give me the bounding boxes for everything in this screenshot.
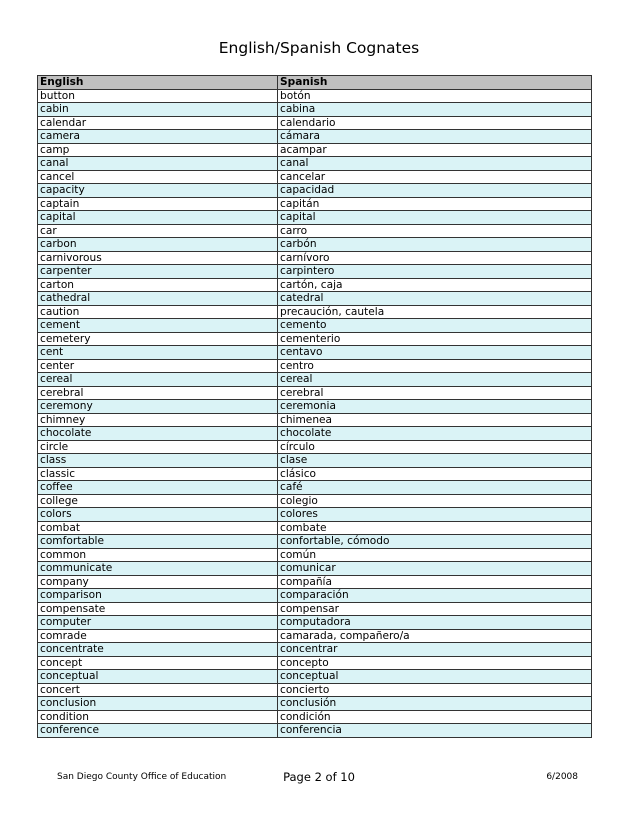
cell-spanish: clase bbox=[278, 454, 592, 468]
table-row bbox=[38, 602, 592, 616]
cell-spanish: común bbox=[278, 548, 592, 562]
table-header-row bbox=[38, 76, 592, 90]
cell-english: camp bbox=[38, 143, 278, 157]
table-row bbox=[38, 521, 592, 535]
cell-english: cancel bbox=[38, 170, 278, 184]
footer-organization: San Diego County Office of Education bbox=[57, 772, 227, 782]
table-row bbox=[38, 332, 592, 346]
table-row bbox=[38, 683, 592, 697]
cell-spanish: acampar bbox=[278, 143, 592, 157]
cell-english: concept bbox=[38, 656, 278, 670]
footer-page-number: Page 2 of 10 bbox=[283, 770, 355, 784]
cell-english: car bbox=[38, 224, 278, 238]
table-row bbox=[38, 170, 592, 184]
table-row bbox=[38, 197, 592, 211]
table-row bbox=[38, 508, 592, 522]
cell-spanish: carpintero bbox=[278, 265, 592, 279]
cell-english: chocolate bbox=[38, 427, 278, 441]
cell-english: cathedral bbox=[38, 292, 278, 306]
cell-english: captain bbox=[38, 197, 278, 211]
cell-english: colors bbox=[38, 508, 278, 522]
page-footer bbox=[0, 770, 638, 786]
cell-spanish: chocolate bbox=[278, 427, 592, 441]
cell-english: chimney bbox=[38, 413, 278, 427]
table-row bbox=[38, 251, 592, 265]
cell-spanish: capacidad bbox=[278, 184, 592, 198]
table-row bbox=[38, 656, 592, 670]
cell-english: carbon bbox=[38, 238, 278, 252]
cell-english: carnivorous bbox=[38, 251, 278, 265]
cell-spanish: ceremonia bbox=[278, 400, 592, 414]
cell-english: caution bbox=[38, 305, 278, 319]
cell-spanish: cemento bbox=[278, 319, 592, 333]
cell-english: cerebral bbox=[38, 386, 278, 400]
table-row bbox=[38, 89, 592, 103]
cell-spanish: clásico bbox=[278, 467, 592, 481]
cell-english: combat bbox=[38, 521, 278, 535]
cell-spanish: concepto bbox=[278, 656, 592, 670]
cell-spanish: carnívoro bbox=[278, 251, 592, 265]
table-row bbox=[38, 616, 592, 630]
cell-spanish: confortable, cómodo bbox=[278, 535, 592, 549]
cell-english: canal bbox=[38, 157, 278, 171]
table-row bbox=[38, 494, 592, 508]
cell-spanish: chimenea bbox=[278, 413, 592, 427]
table-row bbox=[38, 454, 592, 468]
table-row bbox=[38, 467, 592, 481]
footer-date: 6/2008 bbox=[546, 772, 578, 782]
cell-english: calendar bbox=[38, 116, 278, 130]
cell-english: button bbox=[38, 89, 278, 103]
table-row bbox=[38, 103, 592, 117]
table-row bbox=[38, 710, 592, 724]
cell-english: cement bbox=[38, 319, 278, 333]
cell-spanish: compañía bbox=[278, 575, 592, 589]
cell-spanish: cámara bbox=[278, 130, 592, 144]
cell-english: conclusion bbox=[38, 697, 278, 711]
cell-english: cereal bbox=[38, 373, 278, 387]
cell-english: computer bbox=[38, 616, 278, 630]
table-row bbox=[38, 130, 592, 144]
table-row bbox=[38, 346, 592, 360]
cell-english: conference bbox=[38, 724, 278, 738]
cell-english: comparison bbox=[38, 589, 278, 603]
table-row bbox=[38, 413, 592, 427]
cell-english: cabin bbox=[38, 103, 278, 117]
table-row bbox=[38, 157, 592, 171]
table-row bbox=[38, 724, 592, 738]
cell-english: college bbox=[38, 494, 278, 508]
table-row bbox=[38, 359, 592, 373]
cell-english: class bbox=[38, 454, 278, 468]
table-row bbox=[38, 305, 592, 319]
table-row bbox=[38, 697, 592, 711]
cell-spanish: combate bbox=[278, 521, 592, 535]
table-row bbox=[38, 116, 592, 130]
table-row bbox=[38, 535, 592, 549]
table-row bbox=[38, 562, 592, 576]
cell-spanish: círculo bbox=[278, 440, 592, 454]
cell-english: cent bbox=[38, 346, 278, 360]
cell-spanish: computadora bbox=[278, 616, 592, 630]
cell-english: ceremony bbox=[38, 400, 278, 414]
cell-english: compensate bbox=[38, 602, 278, 616]
cell-english: comrade bbox=[38, 629, 278, 643]
cell-spanish: cementerio bbox=[278, 332, 592, 346]
cell-english: capital bbox=[38, 211, 278, 225]
cell-english: center bbox=[38, 359, 278, 373]
table-row bbox=[38, 575, 592, 589]
table-row bbox=[38, 184, 592, 198]
cell-spanish: cereal bbox=[278, 373, 592, 387]
cell-spanish: conceptual bbox=[278, 670, 592, 684]
table-row bbox=[38, 373, 592, 387]
header-english: English bbox=[38, 76, 278, 90]
cell-spanish: centro bbox=[278, 359, 592, 373]
cell-spanish: comunicar bbox=[278, 562, 592, 576]
cell-spanish: carro bbox=[278, 224, 592, 238]
cell-spanish: precaución, cautela bbox=[278, 305, 592, 319]
cell-spanish: botón bbox=[278, 89, 592, 103]
cell-english: carpenter bbox=[38, 265, 278, 279]
cell-spanish: cartón, caja bbox=[278, 278, 592, 292]
cell-english: conceptual bbox=[38, 670, 278, 684]
table-row bbox=[38, 278, 592, 292]
cell-english: camera bbox=[38, 130, 278, 144]
table-row bbox=[38, 481, 592, 495]
cell-english: condition bbox=[38, 710, 278, 724]
table-body bbox=[38, 89, 592, 737]
cell-english: cemetery bbox=[38, 332, 278, 346]
table-row bbox=[38, 427, 592, 441]
table-row bbox=[38, 629, 592, 643]
cell-spanish: capitán bbox=[278, 197, 592, 211]
table-row bbox=[38, 548, 592, 562]
cell-spanish: canal bbox=[278, 157, 592, 171]
cell-spanish: comparación bbox=[278, 589, 592, 603]
cell-spanish: concierto bbox=[278, 683, 592, 697]
cell-spanish: centavo bbox=[278, 346, 592, 360]
cell-english: common bbox=[38, 548, 278, 562]
cell-english: company bbox=[38, 575, 278, 589]
table-row bbox=[38, 292, 592, 306]
cell-spanish: cabina bbox=[278, 103, 592, 117]
table-row bbox=[38, 143, 592, 157]
table-row bbox=[38, 224, 592, 238]
cell-spanish: cancelar bbox=[278, 170, 592, 184]
cell-spanish: concentrar bbox=[278, 643, 592, 657]
cell-spanish: catedral bbox=[278, 292, 592, 306]
cell-spanish: colegio bbox=[278, 494, 592, 508]
cell-spanish: café bbox=[278, 481, 592, 495]
cell-english: classic bbox=[38, 467, 278, 481]
cell-spanish: capital bbox=[278, 211, 592, 225]
cell-spanish: condición bbox=[278, 710, 592, 724]
cell-spanish: cerebral bbox=[278, 386, 592, 400]
table-row bbox=[38, 589, 592, 603]
table-row bbox=[38, 400, 592, 414]
cell-english: capacity bbox=[38, 184, 278, 198]
cell-english: circle bbox=[38, 440, 278, 454]
cell-english: communicate bbox=[38, 562, 278, 576]
table-row bbox=[38, 319, 592, 333]
cell-english: comfortable bbox=[38, 535, 278, 549]
cell-english: concentrate bbox=[38, 643, 278, 657]
table-row bbox=[38, 211, 592, 225]
cell-english: coffee bbox=[38, 481, 278, 495]
table-row bbox=[38, 643, 592, 657]
table-row bbox=[38, 670, 592, 684]
table-row bbox=[38, 265, 592, 279]
cell-spanish: conferencia bbox=[278, 724, 592, 738]
cell-spanish: camarada, compañero/a bbox=[278, 629, 592, 643]
cognates-table bbox=[37, 75, 592, 738]
cell-spanish: carbón bbox=[278, 238, 592, 252]
cell-english: carton bbox=[38, 278, 278, 292]
header-spanish: Spanish bbox=[278, 76, 592, 90]
cell-spanish: colores bbox=[278, 508, 592, 522]
table-row bbox=[38, 440, 592, 454]
cell-spanish: conclusión bbox=[278, 697, 592, 711]
cell-english: concert bbox=[38, 683, 278, 697]
cell-spanish: calendario bbox=[278, 116, 592, 130]
page-title: English/Spanish Cognates bbox=[218, 39, 420, 57]
table-row bbox=[38, 386, 592, 400]
cell-spanish: compensar bbox=[278, 602, 592, 616]
table-row bbox=[38, 238, 592, 252]
